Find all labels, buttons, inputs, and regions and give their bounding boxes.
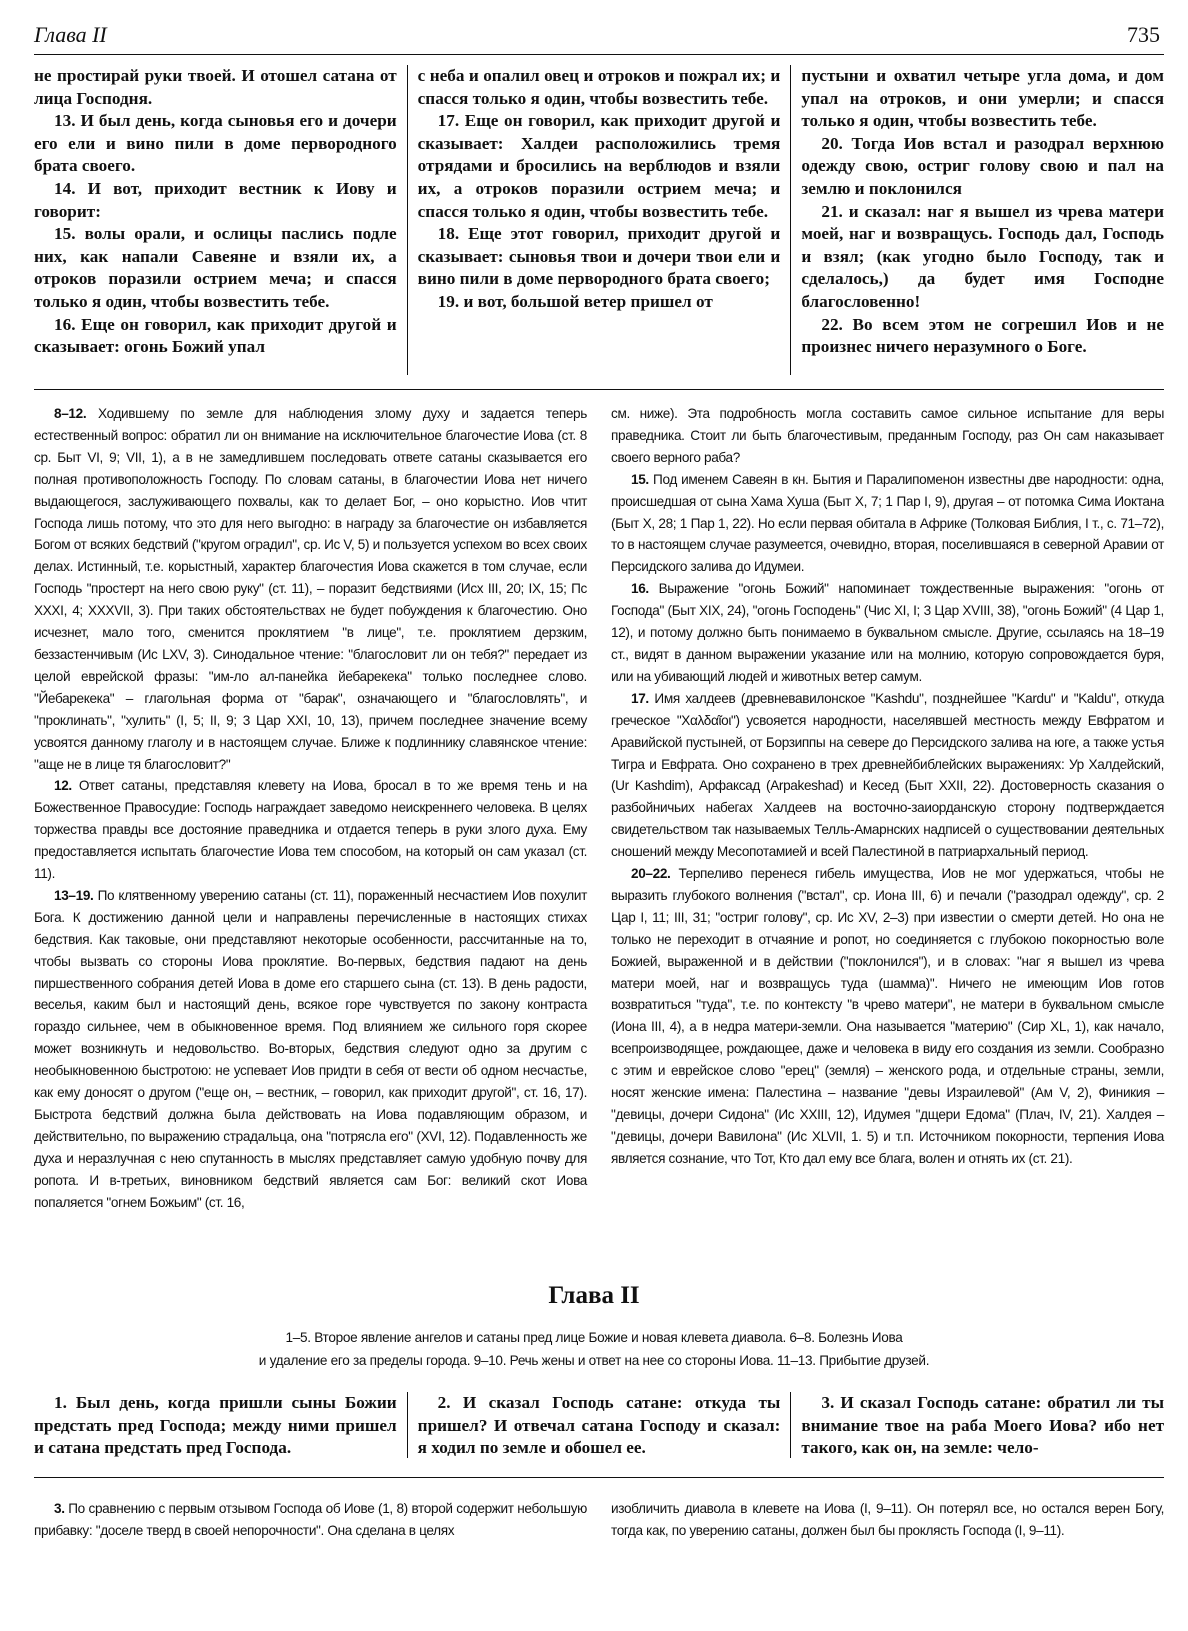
commentary-paragraph [34, 885, 587, 1214]
chapter-summary-line: 1–5. Второе явление ангелов и сатаны пред лице Божие и новая клевета диавола. 6–8. Болезнь Иова [285, 1330, 903, 1345]
verse-paragraph: 15. волы орали, и ослицы паслись подле них, как напали Савеяне и взяли их, а отроков поразили острием меча; и спасся только я один, чтобы возвестить тебе. [34, 224, 397, 311]
verse-reference: 20–22. [631, 866, 671, 882]
verse-column-3 [790, 1392, 1164, 1458]
commentary-text: По клятвенному уверению сатаны (ст. 11), пораженный несчастием Иов похулит Бога. К достижению данной цели и направлены перечисленные в настоящих стихах бедствия. Как таковые, они представляют некоторые особенности, рассчитанные на то, чтобы вызвать со стороны Иова проклятие. Во-первых, бедствия падают на день пиршественного собрания детей Иова в доме его старшего сына (ст. 13). В день радости, веселья, каким был и настоящий день, всякое горе чувствуется по закону контраста гораздо сильнее, чем в обыкновенное время. Под влиянием же сильного горя скорее может возникнуть и недовольство. Во-вторых, бедствия следуют одно за другим с необыкновенною быстротою: не успевает Иов придти в себя от вести об одном несчастье, как ему доносят о другом ("еще он, – вестник, – говорил, как приходит другой", ст. 16, 17). Быстрота бедствий должна была действовать на Иова подавляющим образом, и действительно, по выражению страдальца, она "потрясла его" (XVI, 12). Подавленность же духа и неразлучная с нею спутанность в мыслях представляет самую удобную почву для ропота. И в-третьих, виновником бедствий является сам Бог: великий скот Иова попаляется "огнем Божьим" (ст. 16, [34, 887, 587, 1210]
chapter-summary [60, 1326, 1128, 1372]
page-number: 735 [1127, 22, 1160, 47]
verse-reference: 12. [54, 778, 72, 794]
chapter-heading: Глава II [548, 1282, 640, 1309]
commentary-text: Выражение "огонь Божий" напоминает тождественные выражения: "огонь от Господа" (Быт XIX, 24), "огонь Господень" (Чис XI, I; 3 Цар XVIII, 38), "огонь Божий" (4 Цар 1, 12), и потому должно быть понимаемо в буквальном смысле. Другие, ссылаясь на 18–19 ст., видят в данном выражении указание или на молнию, которую сопровождается буря, или на убивающий людей и животных ветер самум. [611, 581, 1164, 684]
verse-reference: 16. [631, 581, 649, 597]
commentary-text: Имя халдеев (древневавилонское "Kashdu", позднейшее "Kardu" и "Kaldu", откуда греческое "Χαλδαῖοι") усвояется народности, населявшей местность между Евфратом и Аравийской пустыней, от Борзиппы на севере до Персидского залива на юге, а также устья Тигра и Евфрата. Оно сохранено в трех древнейбиблейских выражениях: Ур Халдейский, (Ur Kashdim), Арфаксад (Arpakeshad) и Кесед (Быт XXII, 22). Достоверность сказания о разбойничьих набегах Халдеев на восточно-заиорданскую сторону подтверждается свидетельством так называемых Телль-Амарнских надписей о существовании деятельных сношений между Месопотамией и всей Палестиной в патриархальный период. [611, 690, 1164, 860]
verse-reference: 17. [631, 690, 649, 706]
commentary-block-top [34, 403, 1164, 1283]
verse-reference: 13–19. [54, 887, 94, 903]
verse-reference: 3. [54, 1501, 65, 1516]
running-chapter-title: Глава II [34, 22, 107, 47]
commentary-paragraph [34, 403, 587, 775]
commentary-paragraph [611, 578, 1164, 688]
verse-column-1 [34, 1392, 407, 1458]
verse-paragraph: 21. и сказал: наг я вышел из чрева матери моей, наг и возвращусь. Господь дал, Господь и взял; (как угодно было Господу, так и сделалось,) да будет имя Господне благословенно! [801, 201, 1165, 311]
commentary-text: изобличить диавола в клевете на Иова (I, 9–11). Он потерял все, но остался верен Богу, тогда как, по уверению сатаны, должен был бы проклясть Господа (I, 9–11). [611, 1501, 1164, 1538]
separator-rule [34, 1477, 1164, 1478]
verse-paragraph: не простирай руки твоей. И отошел сатана от лица Господня. [34, 66, 397, 108]
commentary-paragraph [34, 1498, 587, 1542]
commentary-paragraph [34, 775, 587, 885]
verse-paragraph: 22. Во всем этом не согрешил Иов и не произнес ничего неразумного о Боге. [801, 314, 1165, 357]
commentary-paragraph [611, 863, 1164, 1170]
verses-block-top [34, 65, 1164, 375]
commentary-paragraph [611, 403, 1164, 469]
verse-paragraph: 20. Тогда Иов встал и разодрал верхнюю одежду свою, остриг голову свою и пал на землю и поклонился [801, 133, 1165, 198]
verse-column-2 [407, 65, 791, 375]
commentary-text: Терпеливо перенеся гибель имущества, Иов не мог удержаться, чтобы не выразить глубокого волнения ("встал", ср. Иона III, 6) и печали ("разодрал одежду", ср. 2 Цар I, 11; III, 31; "остриг голову", ср. Ис XV, 2–3) при известии о смерти детей. Но она не только не переходит в отчаяние и ропот, но соединяется с глубокою покорностью воле Божией, выраженной и в действии ("поклонился"), и в словах: "наг я вышел из чрева матери моей, наг и возвращусь туда (шамма)". Ничего не имеющим Иов готов возвратиться "туда", т.е. по контексту "в чрево матери", не матери в буквальном смысле (Иона III, 4), а в недра матери-земли. Она называется "материю" (Сир XL, 1), как начало, всепроизводящее, рождающее, даже и человека в виду его создания из земли. Сообразно с этим и еврейское слово "ерец" (земля) – женского рода, и отдельные страны, земли, носят женские имена: Палестина – название "девы Израилевой" (Ам V, 2), Финикия – "девицы, дочери Сидона" (Ис XXIII, 12), Идумея "дщери Едома" (Плач, IV, 21). Халдея – "девицы, дочери Вавилона" (Ис XLVII, 1. 5) и т.п. Источником покорности, терпения Иова является сознание, что Тот, Кто дал ему все блага, волен и отнять их (ст. 21). [611, 866, 1164, 1166]
commentary-column-2 [611, 403, 1164, 1283]
commentary-paragraph [611, 469, 1164, 579]
separator-rule [34, 389, 1164, 390]
commentary-column-2 [611, 1498, 1164, 1623]
verse-reference: 15. [631, 471, 649, 487]
verse-column-1 [34, 65, 407, 375]
commentary-text: Ответ сатаны, представляя клевету на Иова, бросал в то же время тень и на Божественное Правосудие: Господь награждает заведомо неискреннего человека. В целях торжества правды все достояние праведника и отдается теперь в руки злого духа. Ему предоставляется испытать благочестие Иова тем способом, на который он сам указал (ст. 11). [34, 778, 587, 882]
verse-paragraph: 17. Еще он говорил, как приходит другой и сказывает: Халдеи расположились тремя отрядами и бросились на верблюдов и взяли их, а отроков поразили острием меча; и спасся только я один, чтобы возвестить тебе. [417, 111, 781, 221]
verse-paragraph: 19. и вот, большой ветер пришел от [437, 291, 713, 311]
chapter-summary-line: и удаление его за пределы города. 9–10. Речь жены и ответ на нее со стороны Иова. 11–13. Прибытие друзей. [258, 1353, 930, 1368]
verse-paragraph: 3. И сказал Господь сатане: обратил ли ты внимание твое на раба Моего Иова? ибо нет такого, как он, на земле: чело- [801, 1393, 1165, 1458]
verse-reference: 8–12. [54, 406, 87, 421]
running-header [34, 18, 1164, 55]
verse-paragraph: 1. Был день, когда пришли сыны Божии предстать пред Господа; между ними пришел и сатана предстать пред Господа. [34, 1393, 397, 1458]
commentary-paragraph [611, 688, 1164, 863]
commentary-text: Под именем Савеян в кн. Бытия и Паралипоменон известны две народности: одна, происшедшая от сына Хама Хуша (Быт X, 7; 1 Пар I, 9), другая – от потомка Сима Иоктана (Быт X, 28; 1 Пар 1, 22). Но если первая обитала в Африке (Толковая Библия, I т., с. 71–72), то в настоящем случае разумеется, очевидно, вторая, поселившаяся в северной Аравии от Персидского залива до Идумеи. [611, 471, 1164, 575]
verse-paragraph: с неба и опалил овец и отроков и пожрал их; и спасся только я один, чтобы возвестить тебе. [417, 66, 781, 108]
verse-column-2 [407, 1392, 791, 1458]
verse-paragraph: пустыни и охватил четыре угла дома, и дом упал на отроков, и они умерли; и спасся только я один, чтобы возвестить тебе. [801, 66, 1165, 131]
verse-paragraph: 2. И сказал Господь сатане: откуда ты пришел? И отвечал сатана Господу и сказал: я ходил по земле и обошел ее. [417, 1393, 781, 1458]
verse-paragraph: 18. Еще этот говорил, приходит другой и сказывает: сыновья твои и дочери твои ели и вино пили в доме первородного брата своего; [417, 224, 781, 289]
verse-paragraph: 16. Еще он говорил, как приходит другой и сказывает: огонь Божий упал [34, 314, 397, 357]
verse-paragraph: 13. И был день, когда сыновья его и дочери его ели и вино пили в доме первородного брата своего. [34, 111, 397, 176]
verse-column-3 [790, 65, 1164, 375]
commentary-text: см. ниже). Эта подробность могла составить самое сильное испытание для веры праведника. Стоит ли быть благочестивым, преданным Господу, раз Он сам наказывает своего верного раба? [611, 406, 1164, 465]
commentary-text: По сравнению с первым отзывом Господа об Иове (1, 8) второй содержит небольшую прибавку: "доселе тверд в своей непорочности". Она сделана в целях [34, 1501, 587, 1538]
commentary-column-1 [34, 1498, 587, 1623]
commentary-block-bottom [34, 1498, 1164, 1623]
commentary-paragraph [611, 1498, 1164, 1542]
commentary-text: Ходившему по земле для наблюдения злому духу и задается теперь естественный вопрос: обратил ли он внимание на исключительное благочестие Иова (ст. 8 ср. Быт VI, 9; VII, 1), а в не замедлившем последовать ответе сатаны сказывается его полная противоположность Господу. По словам сатаны, в благочестии Иова нет ничего выдающегося, заслуживающего похвалы, как то делает Бог, – оно корыстно. Иов чтит Господа лишь потому, что это для него выгодно: в награду за благочестие он избавляется Богом от всяких бедствий ("кругом оградил", ср. Ис V, 5) и пользуется успехом во всех своих делах. Истинный, т.е. корыстный, характер благочестия Иова скажется в том случае, если Господь "простерт на него свою руку" (ст. 11), – поразит бедствиями (Исх III, 20; IX, 15; Пс XXXI, 4; XXXVII, 3). При таких обстоятельствах не будет побуждения к благочестию. Оно исчезнет, мало того, сменится проклятием "в лице", т.е. проклятием дерзким, беззастенчивым (Ис LXV, 3). Синодальное чтение: "благословит ли он тебя?" передает из целой еврейской фразы: "им-ло ал-панейка йебарекека" только последнее слово. "Йебарекека" – глагольная форма от "барак", означающего и "благословлять", и "проклинать", "хулить" (I, 5; II, 9; 3 Цар XXI, 10, 13), причем последнее значение всему усвоятся данному глаголу и в настоящем случае. Ближе к подлиннику славянское чтение: "аще не в лице тя благословит?" [34, 406, 587, 772]
commentary-column-1 [34, 403, 587, 1283]
verse-paragraph: 14. И вот, приходит вестник к Иову и говорит: [34, 178, 397, 221]
verses-block-bottom [34, 1392, 1164, 1458]
